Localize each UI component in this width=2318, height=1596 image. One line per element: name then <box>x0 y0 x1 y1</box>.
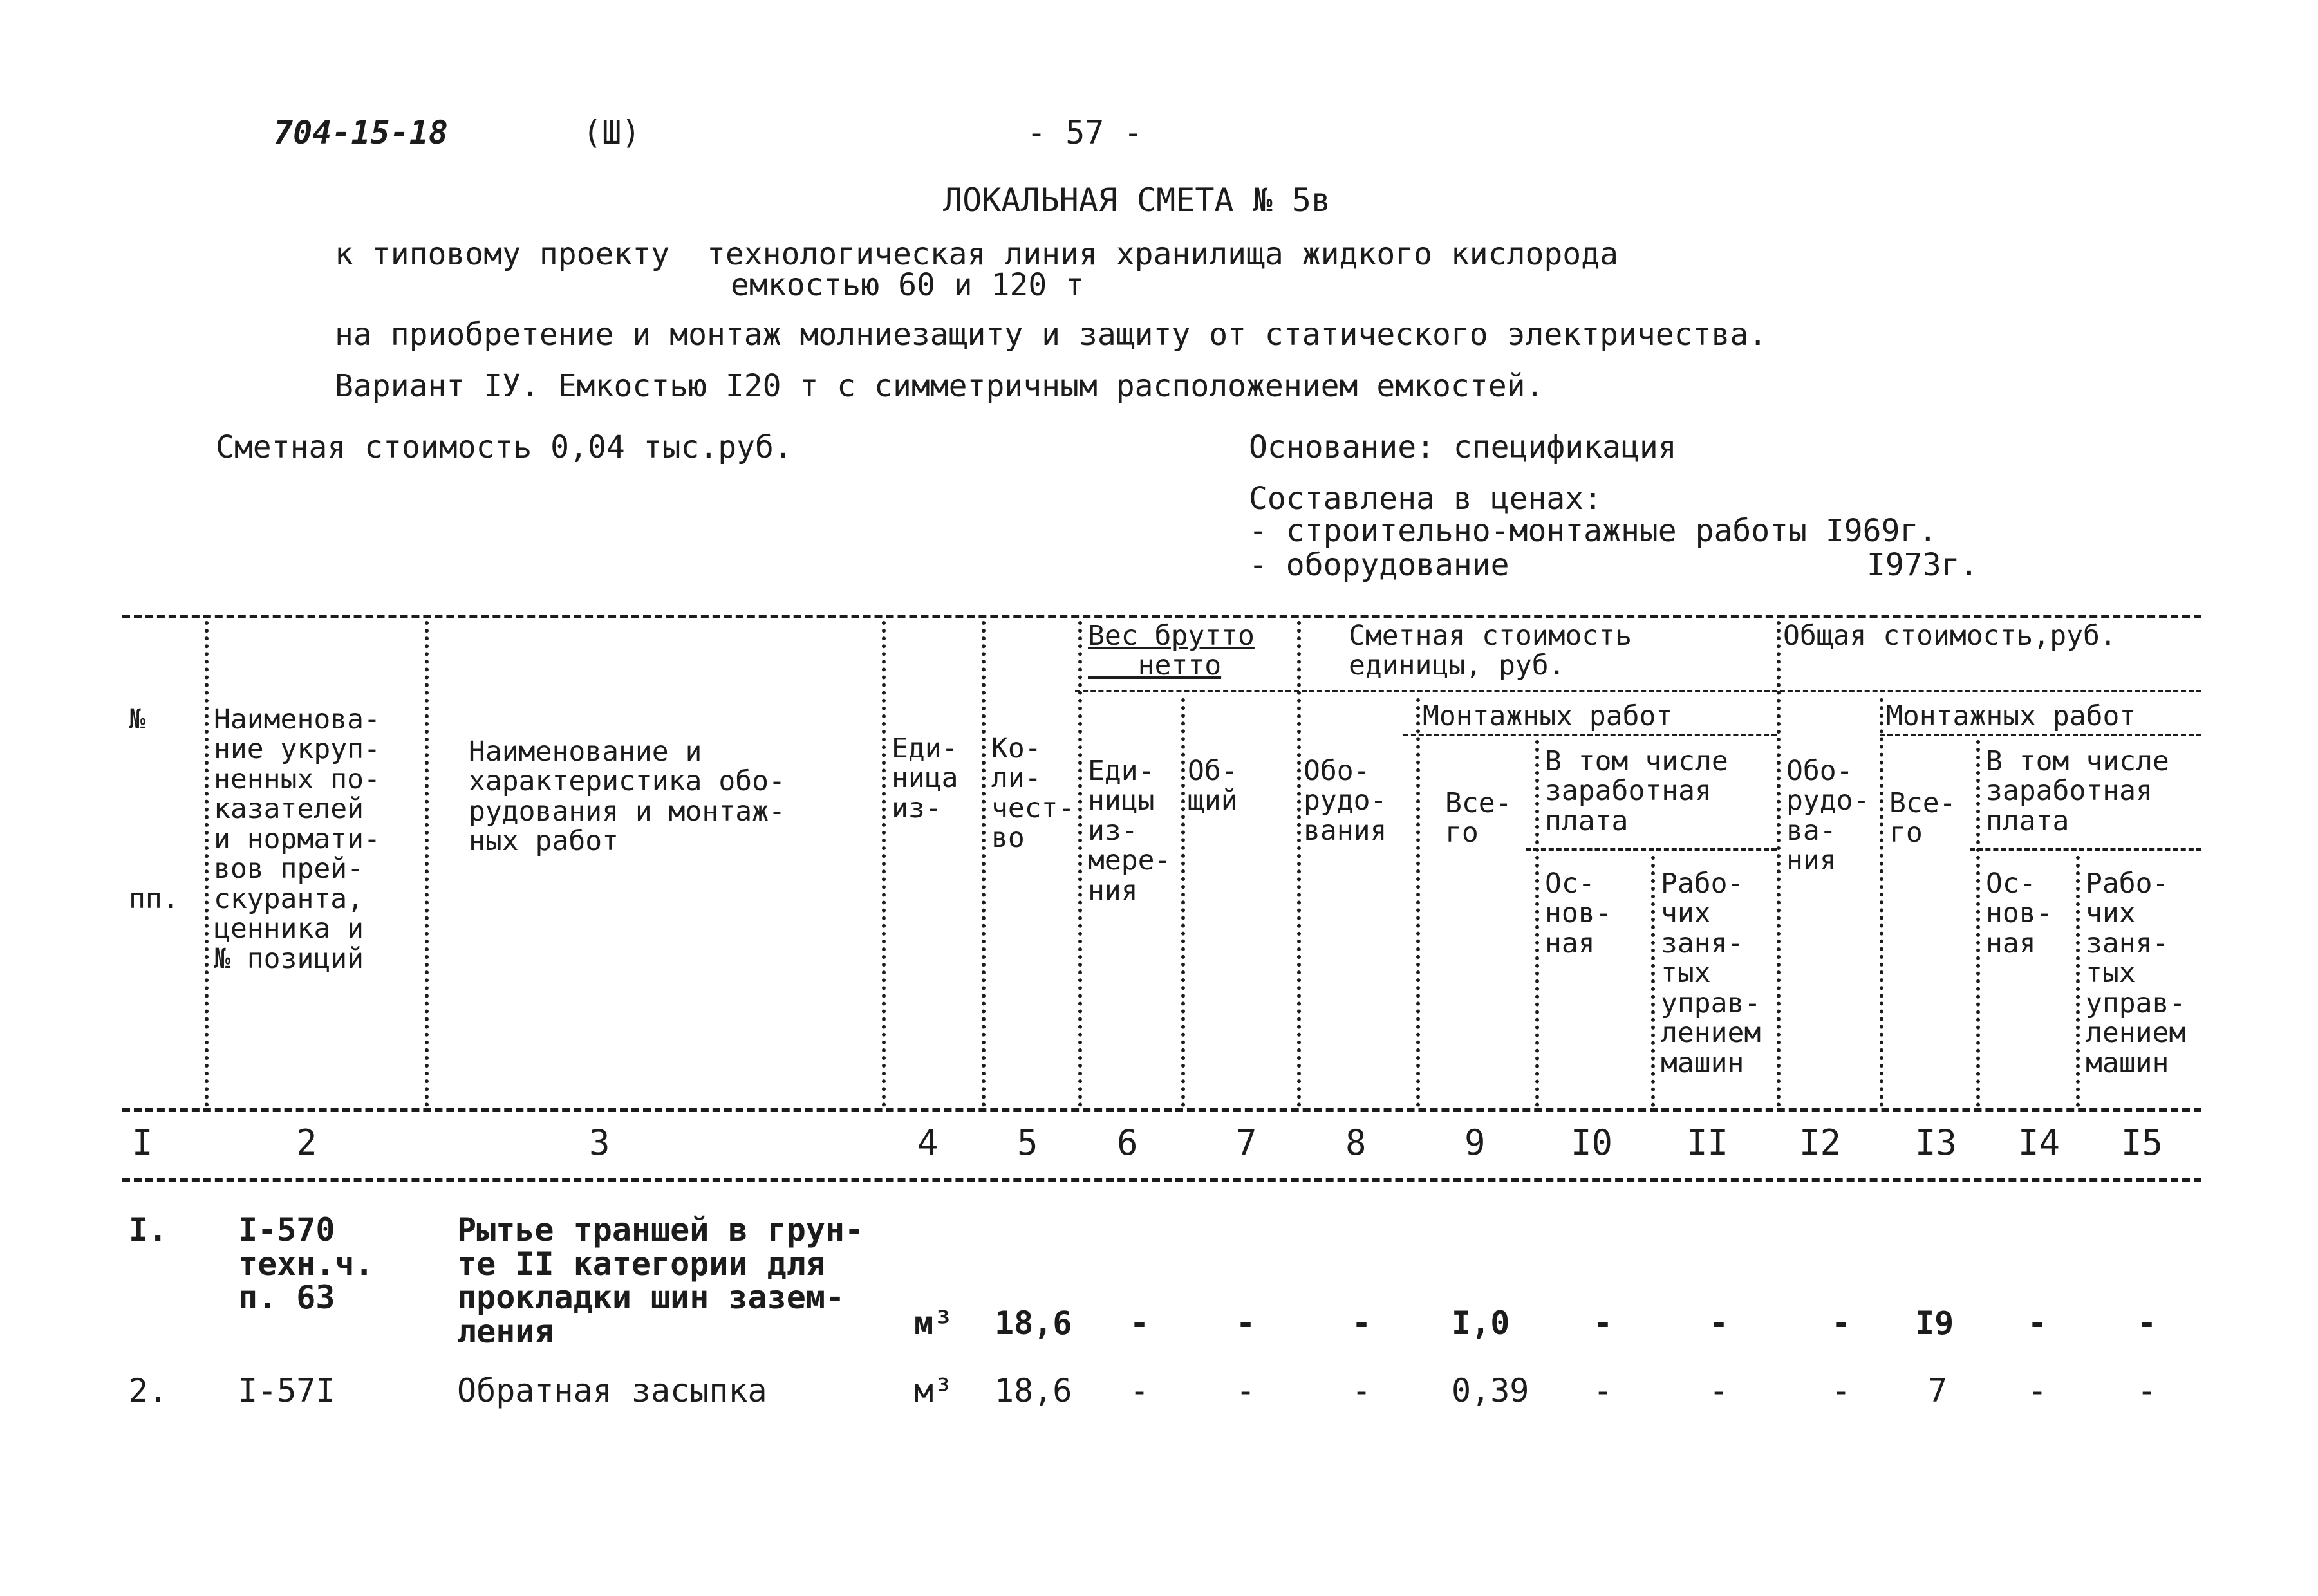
row-total-wage-base: - <box>2028 1304 2048 1342</box>
col-number: 3 <box>589 1122 610 1163</box>
col-header-weight-total: Об- щий <box>1188 755 1238 817</box>
col-separator <box>1880 698 1883 1107</box>
col-header-weight-unit: Еди- ницы из- мере- ния <box>1088 755 1172 907</box>
col-number: I <box>132 1122 153 1163</box>
row-total-wage-base: - <box>2028 1372 2048 1409</box>
col-header-unit: Еди- ница из- <box>892 732 958 824</box>
col-separator <box>1181 698 1185 1107</box>
col-number: I3 <box>1915 1122 1958 1163</box>
row-unit-wage-base: - <box>1593 1304 1613 1342</box>
col-header-work-name: Наименование и характеристика обо- рудования и монтаж- ных работ <box>469 736 785 858</box>
col-header-total-wage-machines: Рабо- чих заня- тых управ- лением машин <box>2086 868 2186 1079</box>
col-separator <box>205 621 209 1107</box>
row-norm-code: I-57I <box>238 1372 335 1409</box>
basis-line: Основание: спецификация <box>1249 429 1677 465</box>
col-header-quantity: Ко- ли- чест- во <box>991 732 1075 855</box>
unit-mount-rule <box>1403 734 1777 736</box>
row-unit-wage-machines: - <box>1709 1304 1729 1342</box>
row-weight-total: - <box>1236 1372 1256 1409</box>
col-number: I2 <box>1799 1122 1842 1163</box>
column-numbers-rule <box>122 1178 2201 1182</box>
col-number: I0 <box>1571 1122 1613 1163</box>
col-separator <box>1777 621 1781 1107</box>
col-separator <box>882 621 886 1107</box>
col-separator <box>1416 698 1420 1107</box>
col-number: 2 <box>296 1122 317 1163</box>
col-separator <box>982 621 986 1107</box>
page-title: ЛОКАЛЬНАЯ СМЕТА № 5в <box>943 181 1331 219</box>
col-header-number: № пп. <box>129 703 179 915</box>
row-quantity: 18,6 <box>995 1372 1072 1409</box>
row-unit-wage-base: - <box>1593 1372 1613 1409</box>
table-top-rule <box>122 615 2201 618</box>
header-bottom-rule <box>122 1108 2201 1112</box>
col-group-unit-mount: Монтажных работ <box>1423 700 1673 732</box>
col-group-total-cost: Общая стоимость,руб. <box>1783 620 2117 652</box>
document-code: 704-15-18 <box>274 114 448 151</box>
col-header-total-equipment: Обо- рудо- ва- ния <box>1786 755 1870 877</box>
col-number: 7 <box>1236 1122 1257 1163</box>
col-separator <box>1297 621 1301 1107</box>
col-group-total-wage: В том числе заработная плата <box>1986 745 2169 837</box>
col-header-norm-code: Наименова- ние укруп- ненных по- казателей и нормати- вов прей- скуранта, ценника и № позиций <box>214 703 380 975</box>
row-unit: м³ <box>914 1304 953 1342</box>
col-header-total-wage-base: Ос- нов- ная <box>1986 868 2053 960</box>
row-weight-total: - <box>1236 1304 1256 1342</box>
prices-construction: - строительно-монтажные работы I969г. <box>1249 513 1938 549</box>
col-separator <box>425 621 429 1107</box>
col-separator <box>1651 856 1655 1107</box>
row-weight-unit: - <box>1130 1304 1150 1342</box>
row-unit-wage-machines: - <box>1709 1372 1729 1409</box>
col-number: 4 <box>917 1122 939 1163</box>
subtitle-line-1: к типовому проекту технологическая линия хранилища жидкого кислорода <box>335 236 1618 272</box>
total-mount-rule <box>1880 734 2201 736</box>
volume-mark: (Ш) <box>583 114 641 151</box>
col-separator <box>1078 621 1082 1107</box>
col-header-unit-equipment: Обо- рудо- вания <box>1304 755 1387 847</box>
col-separator <box>1976 740 1980 1107</box>
variant-line: Вариант IУ. Емкостью I20 т с симметричным расположением емкостей. <box>335 368 1544 404</box>
row-total-total: 7 <box>1928 1372 1948 1409</box>
row-number: I. <box>129 1211 168 1248</box>
col-separator <box>1535 740 1539 1107</box>
row-total-total: I9 <box>1915 1304 1954 1342</box>
col-number: 8 <box>1345 1122 1367 1163</box>
col-header-unit-wage-machines: Рабо- чих заня- тых управ- лением машин <box>1661 868 1761 1079</box>
col-number: I4 <box>2018 1122 2061 1163</box>
row-total-wage-machines: - <box>2137 1304 2157 1342</box>
row-total-wage-machines: - <box>2137 1372 2157 1409</box>
unit-wage-rule <box>1526 848 1777 851</box>
row-work-name: Обратная засыпка <box>457 1372 767 1409</box>
col-number: 6 <box>1117 1122 1138 1163</box>
row-work-name: Рытье траншей в грун- те II категории для прокладки шин зазем- ления <box>457 1211 865 1350</box>
estimated-cost: Сметная стоимость 0,04 тыс.руб. <box>216 429 792 465</box>
prices-equipment-year: I973г. <box>1867 547 1979 583</box>
row-norm-code: I-570 техн.ч. п. 63 <box>238 1211 374 1316</box>
row-unit-equipment: - <box>1352 1304 1372 1342</box>
cost-group-rule <box>1294 690 2201 692</box>
prices-title: Составлена в ценах: <box>1249 481 1603 517</box>
row-total-equipment: - <box>1831 1372 1851 1409</box>
row-unit: м³ <box>914 1372 953 1409</box>
row-number: 2. <box>129 1372 168 1409</box>
total-wage-rule <box>1970 848 2201 851</box>
row-unit-total: 0,39 <box>1452 1372 1529 1409</box>
col-group-weight: Вес брутто нетто <box>1088 620 1255 682</box>
col-number: 5 <box>1017 1122 1038 1163</box>
weight-group-rule <box>1075 690 1291 692</box>
col-separator <box>2076 856 2080 1107</box>
prices-equipment-label: - оборудование <box>1249 547 1510 583</box>
col-number: 9 <box>1464 1122 1486 1163</box>
row-total-equipment: - <box>1831 1304 1851 1342</box>
row-unit-total: I,0 <box>1452 1304 1510 1342</box>
row-weight-unit: - <box>1130 1372 1150 1409</box>
col-header-total-total: Все- го <box>1889 787 1956 849</box>
row-quantity: 18,6 <box>995 1304 1072 1342</box>
col-header-unit-wage-base: Ос- нов- ная <box>1545 868 1612 960</box>
col-header-unit-total: Все- го <box>1445 787 1512 849</box>
col-number: II <box>1687 1122 1729 1163</box>
col-group-unit-wage: В том числе заработная плата <box>1545 745 1728 837</box>
col-number: I5 <box>2121 1122 2164 1163</box>
page-number: - 57 - <box>1027 114 1143 151</box>
subtitle-line-2: емкостью 60 и 120 т <box>731 267 1085 303</box>
col-group-total-mount: Монтажных работ <box>1886 700 2136 732</box>
purpose-line: на приобретение и монтаж молниезащиту и защиту от статического электричества. <box>335 317 1768 353</box>
col-group-unit-cost: Сметная стоимость единицы, руб. <box>1349 620 1632 682</box>
row-unit-equipment: - <box>1352 1372 1372 1409</box>
